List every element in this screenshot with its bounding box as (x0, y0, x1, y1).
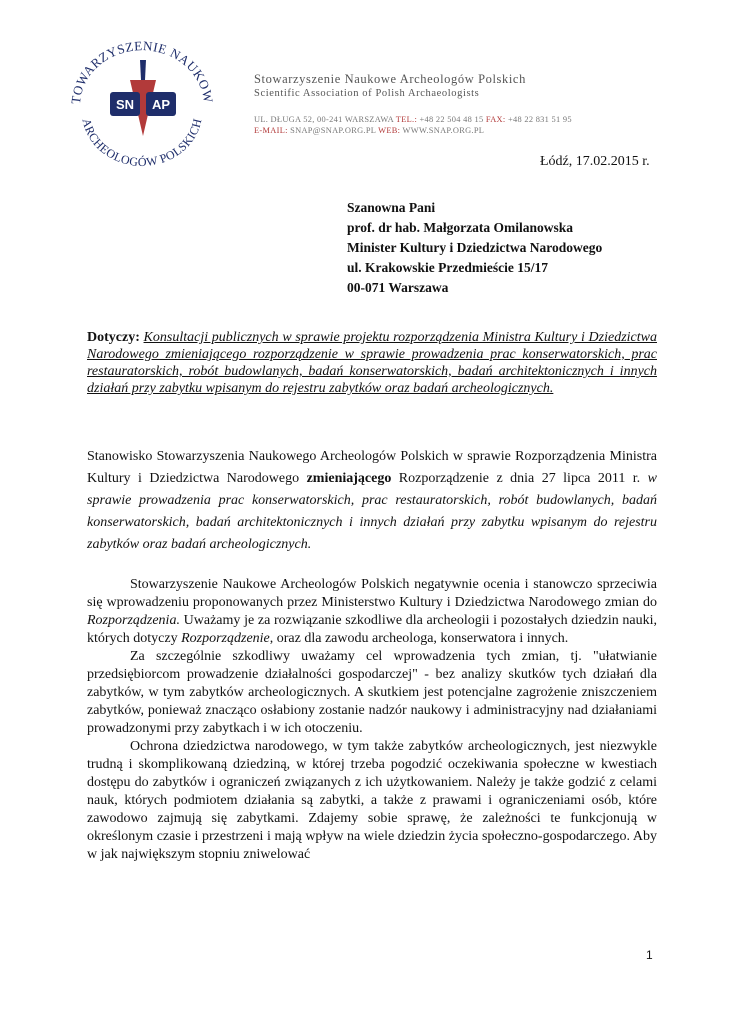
recipient-title: Minister Kultury i Dziedzictwa Narodowego (347, 240, 603, 255)
stance-part-d: w sprawie prowadzenia prac konserwatorskich, prac restauratorskich, robót budowlanych, badań konserwatorskich, badań architektonicznych i innych działań przy zabytku wpisanym do rejestru zabytków oraz badań archeologicznych. (87, 471, 657, 552)
org-contact-line-1 (254, 115, 572, 124)
org-name-pl: Stowarzyszenie Naukowe Archeologów Polskich (254, 72, 526, 86)
logo-badge-left-text: SN (115, 97, 135, 112)
org-email[interactable]: SNAP@SNAP.ORG.PL (290, 126, 376, 135)
stance-part-b: zmieniającego (306, 471, 392, 486)
snap-logo-graphic (58, 40, 228, 170)
recipient-street: ul. Krakowskie Przedmieście 15/17 (347, 260, 548, 275)
logo-ring-text-bottom: ARCHEOLOGÓW POLSKICH (79, 116, 205, 170)
org-tel: +48 22 504 48 15 (419, 115, 484, 124)
org-address: UL. DŁUGA 52, 00-241 WARSZAWA (254, 115, 394, 124)
org-email-label: E-MAIL: (254, 126, 288, 135)
stance-part-a: Stanowisko Stowarzyszenia Naukowego Archeologów Polskich w sprawie Rozporządzenia Ministra Kultury i Dziedzictwa Narodowego (87, 449, 657, 486)
subject-label: Dotyczy: (87, 330, 140, 345)
subject-text: Konsultacji publicznych w sprawie projektu rozporządzenia Ministra Kultury i Dziedzictwa Narodowego zmieniającego rozporządzenie w sprawie prowadzenia prac konserwatorskich, prac restauratorskich, robót budowlanych, badań konserwatorskich, badań architektonicznych i innych działań przy zabytku wpisanym do rejestru zabytków oraz badań archeologicznych. (87, 330, 657, 396)
logo-ring-text-top: TOWARZYSZENIE NAUKOW (67, 40, 217, 105)
body-paragraph-1 (87, 576, 657, 648)
p1-text-b: Rozporządzenia. (87, 613, 180, 628)
p1-text-c: Uważamy je za rozwiązanie szkodliwe dla archeologii i pozostałych dziedzin nauki, których dotyczy (87, 613, 657, 646)
p1-text-d: Rozporządzenie (181, 631, 270, 646)
letter-body (87, 576, 657, 864)
subject-block (87, 329, 657, 397)
p1-text-a: Stowarzyszenie Naukowe Archeologów Polskich negatywnie ocenia i stanowczo sprzeciwia się wprowadzeniu proponowanych przez Ministerstwo Kultury i Dziedzictwa Narodowego zmian do (87, 577, 657, 610)
stance-part-c: Rozporządzenie z dnia 27 lipca 2011 r. (391, 471, 648, 486)
org-web-label: WEB: (378, 126, 401, 135)
org-tel-label: TEL.: (395, 115, 418, 124)
snap-logo (58, 40, 228, 170)
org-fax: +48 22 831 51 95 (507, 115, 572, 124)
p1-text-e: , oraz dla zawodu archeologa, konserwatora i innych. (269, 631, 569, 646)
org-fax-label: FAX: (485, 115, 506, 124)
recipient-address (347, 198, 602, 298)
logo-badge-right-text: AP (151, 97, 171, 112)
stance-paragraph (87, 446, 657, 556)
body-paragraph-2: Za szczególnie szkodliwy uważamy cel wprowadzenia tych zmian, tj. "ułatwianie przedsiębiorcom prowadzenie działalności gospodarczej" - bez analizy skutków tych działań dla zabytków, w tym zabytków archeologicznych. A skutkiem jest potencjalne zagrożenie zniszczeniem zabytków, ponieważ znacząco osłabiony zostanie nadzór naukowy i administracyjny nad działaniami prowadzonymi przy zabytkach i w ich otoczeniu. (87, 649, 657, 736)
org-name-en: Scientific Association of Polish Archaeologists (254, 88, 480, 99)
org-contact-line-2 (254, 126, 572, 135)
recipient-salutation: Szanowna Pani (347, 200, 436, 215)
letter-date: Łódź, 17.02.2015 r. (540, 154, 650, 169)
recipient-city: 00-071 Warszawa (347, 280, 449, 295)
trowel-handle-icon (140, 60, 146, 80)
org-web[interactable]: WWW.SNAP.ORG.PL (402, 126, 485, 135)
page-number: 1 (646, 948, 653, 962)
letterhead (254, 72, 572, 135)
recipient-name: prof. dr hab. Małgorzata Omilanowska (347, 220, 574, 235)
body-paragraph-3: Ochrona dziedzictwa narodowego, w tym także zabytków archeologicznych, jest niezwykle trudną i skomplikowaną dziedziną, w której trzeba pogodzić oczekiwania społeczne w kwestiach dostępu do zabytków i ograniczeń związanych z ich użytkowaniem. Należy je także godzić z celami nauk, których podmiotem działania są zabytki, a także z prawami i ograniczeniami osób, które zawodowo zajmują się zabytkami. Zdajemy sobie sprawę, że zależności te funkcjonują w określonym czasie i przestrzeni i mają wpływ na wiele dziedzin życia społeczno-gospodarczego. Aby w jak największym stopniu zniwelować (87, 739, 657, 862)
